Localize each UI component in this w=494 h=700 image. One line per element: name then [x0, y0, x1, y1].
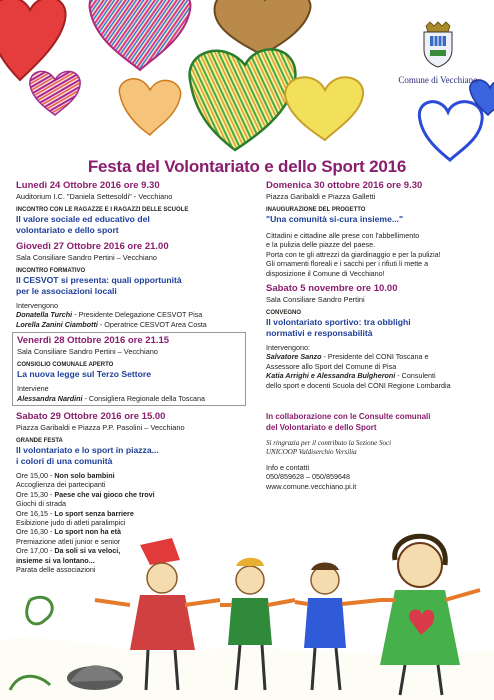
schedule-item: Ore 16,30 - Lo sport non ha età	[16, 527, 122, 537]
heart-blue-right	[419, 102, 482, 160]
event-tag: CONSIGLIO COMUNALE APERTO	[17, 362, 114, 369]
event-text: Cittadini e cittadine alle prese con l'abbellimento	[266, 231, 420, 240]
event-text: Porta con te gli attrezzi da giardinaggio e per la pulizia!	[266, 249, 441, 259]
speaker-name: Salvatore Sanzo	[266, 352, 322, 362]
website-link[interactable]: www.comune.vecchiano.pi.it	[266, 481, 357, 491]
schedule-item: Ore 16,15 - Lo sport senza barriere	[16, 508, 134, 518]
schedule-item: Ore 15,30 - Paese che vai gioco che trovi	[16, 489, 155, 499]
collaboration-block	[266, 412, 488, 491]
left-column	[16, 180, 246, 575]
coat-of-arms-icon	[418, 20, 458, 68]
event-heading: "Una comunità si-cura insieme..."	[266, 214, 404, 224]
speaker-role: - Presidente Delegazione CESVOT Pisa	[72, 310, 203, 320]
heart-yellow-right	[285, 77, 363, 140]
heart-green-middle	[190, 49, 296, 150]
event-heading: Il CESVOT si presenta: quali opportunità	[16, 275, 182, 285]
heart-blue-small	[470, 80, 494, 115]
event-date: Giovedì 27 Ottobre 2016 ore 21.00	[16, 241, 169, 252]
right-column	[266, 180, 488, 491]
speaker-name: Katia Arrighi e Alessandra Bulgheroni	[266, 371, 396, 381]
speaker-role: - Presidente del CONI Toscana e	[321, 352, 429, 362]
speaker-role-cont: Assessore allo Sport del Comune di Pisa	[266, 361, 397, 371]
collaboration-line: del Volontariato e dello Sport	[266, 422, 377, 432]
event-heading-cont: volontariato e dello sport	[16, 225, 119, 235]
event-block-1	[16, 180, 246, 236]
event-heading: Il volontariato e lo sport in piazza...	[16, 445, 159, 456]
phone-numbers: 050/859628 – 050/859648	[266, 472, 350, 482]
municipality-name: Comune di Vecchiano	[398, 75, 478, 85]
speaker-name: Lorella Zanini Ciambotti	[16, 319, 98, 329]
schedule-desc: Premiazione atleti junior e senior	[16, 536, 121, 546]
thanks-line: Si ringrazia per il contributo la Sezione Soci	[266, 439, 392, 448]
event-place: Auditorium I.C. "Daniela Settesoldi" - Vecchiano	[16, 192, 173, 201]
event-heading: Il valore sociale ed educativo del	[16, 214, 150, 224]
info-label: Info e contatti	[266, 463, 310, 473]
event-heading-cont: per le associazioni locali	[16, 286, 117, 296]
event-date: Venerdì 28 Ottobre 2016 ore 21.15	[17, 335, 170, 347]
event-heading-cont: normativi e responsabilità	[266, 328, 373, 339]
event-block-2	[16, 241, 246, 329]
heart-brown-top	[215, 0, 311, 55]
event-block-3	[12, 332, 246, 406]
event-place: Sala Consiliare Sandro Pertini	[266, 295, 365, 305]
event-tag: CONVEGNO	[266, 310, 302, 317]
schedule-desc: Giochi di strada	[16, 499, 66, 509]
speaker-line	[266, 371, 488, 380]
event-block-4	[16, 411, 246, 574]
speaker-role-cont: dello sport e docenti Scuola del CONI Regione Lombardia	[266, 380, 451, 390]
event-place: Sala Consiliare Sandro Pertini – Vecchiano	[17, 347, 158, 357]
event-tag: GRANDE FESTA	[16, 438, 63, 445]
heart-striped-top	[90, 0, 191, 70]
speaker-role: - Consigliera Regionale della Toscana	[82, 393, 206, 403]
thanks-line: UNICOOP Valdiserchio Versilia	[266, 448, 357, 457]
schedule-desc: Parata delle associazioni	[16, 565, 96, 575]
speaker-line	[16, 310, 246, 319]
collaboration-line: In collaborazione con le Consulte comunali	[266, 412, 431, 422]
event-text: disposizione il Comune di Vecchiano!	[266, 268, 385, 278]
speaker-line	[16, 320, 246, 329]
schedule-desc: Accoglienza dei partecipanti	[16, 480, 106, 490]
poster-title: Festa del Volontariato e dello Sport 2016	[87, 157, 407, 176]
speaker-role: - Operatrice CESVOT Area Costa	[97, 319, 207, 329]
municipality-logo	[388, 20, 488, 85]
event-text: Gli ornamenti floreali e i sacchi per i rifiuti li mette a	[266, 259, 429, 269]
event-tag: INCONTRO FORMATIVO	[16, 268, 86, 274]
speaker-line	[17, 394, 241, 403]
speaker-name: Alessandra Nardini	[17, 393, 83, 403]
heart-red-top-left	[0, 0, 66, 80]
event-heading: Il volontariato sportivo: tra obblighi	[266, 317, 411, 328]
heart-pink-left	[30, 71, 80, 115]
event-heading: La nuova legge sul Terzo Settore	[17, 369, 152, 380]
event-place: Sala Consiliare Sandro Pertini – Vecchiano	[16, 253, 157, 262]
schedule-desc: Esibizione judo di atleti paralimpici	[16, 518, 126, 528]
event-place: Piazza Garibaldi e Piazza Galletti	[266, 192, 376, 201]
speakers-intro: Intervengono	[16, 301, 58, 310]
event-date: Sabato 29 Ottobre 2016 ore 15.00	[16, 411, 166, 423]
speaker-name: Donatella Turchi	[16, 310, 73, 320]
schedule-item: Ore 17,00 - Da soli si va veloci,	[16, 546, 121, 556]
event-tag: INCONTRO CON LE RAGAZZE E I RAGAZZI DELLE SCUOLE	[16, 207, 189, 213]
speakers-intro: Intervengono:	[266, 343, 310, 353]
speaker-role: - Consulenti	[395, 371, 436, 381]
event-date: Domenica 30 ottobre 2016 ore 9.30	[266, 180, 423, 191]
schedule-list	[16, 471, 246, 574]
event-block-5	[266, 180, 488, 278]
schedule-item: Ore 15,00 - Non solo bambini	[16, 471, 115, 481]
heart-orange-left	[119, 79, 180, 135]
event-date: Lunedì 24 Ottobre 2016 ore 9.30	[16, 180, 160, 191]
schedule-item-cont: insieme si va lontano...	[16, 555, 95, 565]
event-block-6	[266, 283, 488, 390]
speaker-line	[266, 352, 488, 361]
event-place: Piazza Garibaldi e Piazza P.P. Pasolini – Vecchiano	[16, 423, 185, 433]
event-tag: INAUGURAZIONE DEL PROGETTO	[266, 207, 366, 213]
event-date: Sabato 5 novembre ore 10.00	[266, 283, 398, 295]
speakers-intro: Interviene	[17, 384, 49, 394]
event-heading-cont: i colori di una comunità	[16, 456, 113, 467]
event-text: e la pulizia delle piazze del paese.	[266, 240, 376, 250]
